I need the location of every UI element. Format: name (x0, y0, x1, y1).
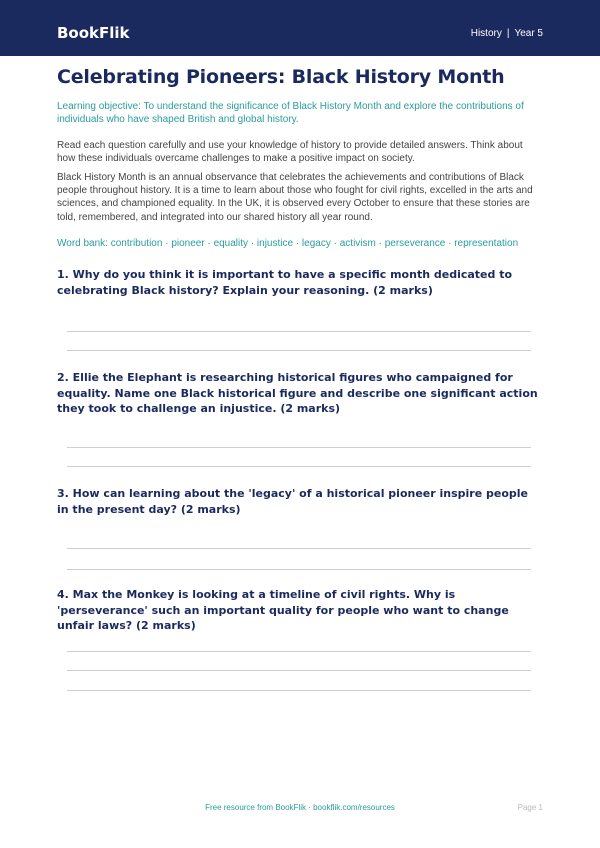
page-title: Celebrating Pioneers: Black History Month (57, 66, 505, 88)
answer-line[interactable] (67, 466, 531, 467)
word-bank: Word bank: contribution · pioneer · equality · injustice · legacy · activism · perseverance · representation (57, 238, 519, 249)
answer-line[interactable] (67, 331, 531, 332)
question-3: 3. How can learning about the 'legacy' of a historical pioneer inspire people in the present day? (2 marks) (57, 487, 529, 516)
question-1: 1. Why do you think it is important to have a specific month dedicated to celebrating Black history? Explain your reasoning. (2 marks) (57, 268, 513, 297)
page-header (0, 0, 600, 56)
answer-line[interactable] (67, 447, 531, 448)
learning-objective: Learning objective: To understand the significance of Black History Month and explore the contributions of individuals who have shaped British and global history. (57, 101, 524, 125)
question-4: 4. Max the Monkey is looking at a timeline of civil rights. Why is 'perseverance' such an important quality for people who want to change unfair laws? (2 marks) (57, 588, 509, 632)
instructions-paragraph: Read each question carefully and use your knowledge of history to provide detailed answers. Think about how these individuals overcame challenges to make a positive impact on society. (57, 140, 523, 165)
page-number: Page 1 (517, 803, 543, 812)
header-separator: | (506, 28, 510, 39)
year-label: Year 5 (514, 28, 543, 39)
answer-line[interactable] (67, 548, 531, 549)
brand-logo: BookFlik (57, 24, 130, 42)
subject-year-label (471, 28, 543, 39)
intro-paragraph: Black History Month is an annual observance that celebrates the achievements and contributions of Black people throughout history. It is a time to learn about those who fought for civil rights, excelled in the arts and sciences, and championed equality. In the UK, it is observed every October to ensure that these stories are told, remembered, and integrated into our shared history all year round. (57, 172, 533, 223)
subject-label: History (470, 28, 502, 39)
answer-line[interactable] (67, 350, 531, 351)
answer-line[interactable] (67, 651, 531, 652)
answer-line[interactable] (67, 670, 531, 671)
answer-line[interactable] (67, 569, 531, 570)
answer-line[interactable] (67, 690, 531, 691)
footer-resource-link[interactable]: Free resource from BookFlik · bookflik.com/resources (205, 803, 395, 812)
question-2: 2. Ellie the Elephant is researching historical figures who campaigned for equality. Name one Black historical figure and describe one significant action they took to challenge an injustice. (2 marks) (57, 371, 538, 415)
